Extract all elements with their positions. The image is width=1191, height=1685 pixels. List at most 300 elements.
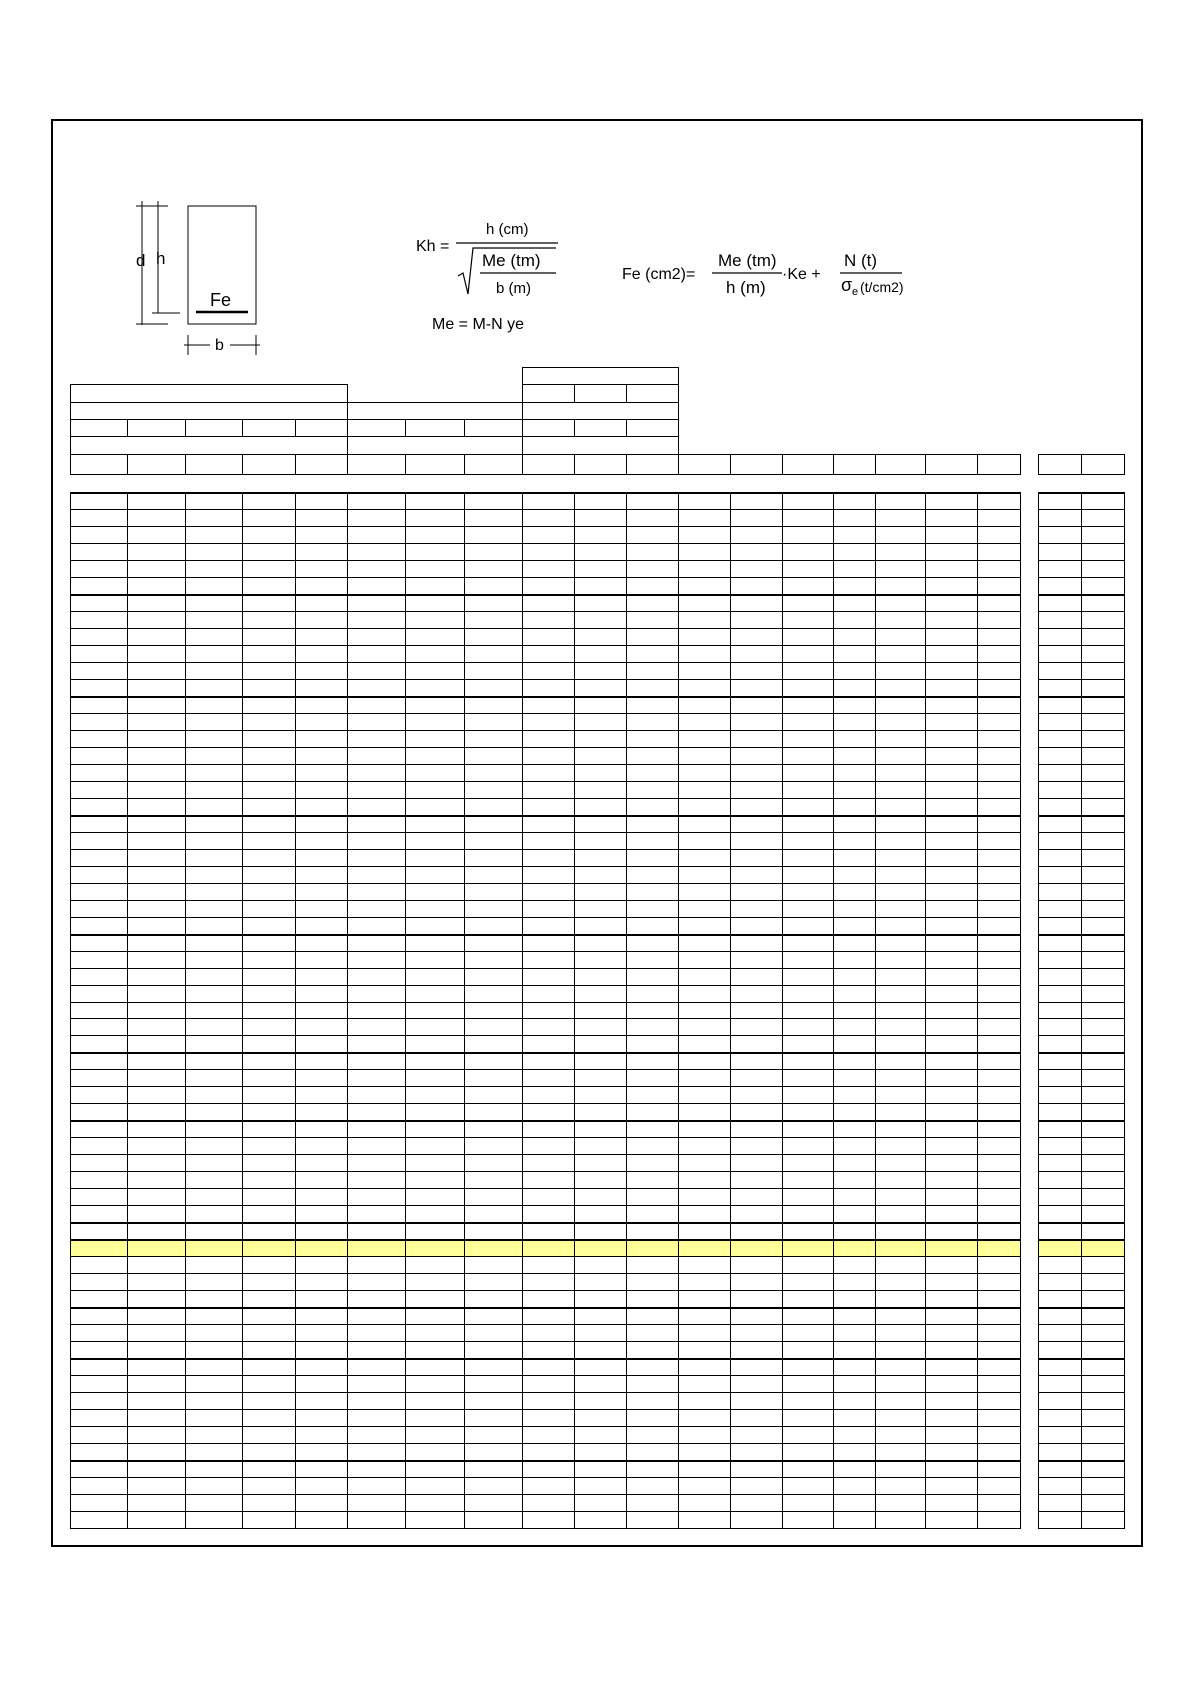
table-row-cell [185,713,243,731]
table-row-cell [875,1256,926,1274]
table-row-cell [574,713,627,731]
table-row-cell [1038,679,1082,697]
table-row-cell [522,1511,575,1529]
table-row-cell [464,1035,523,1053]
table-row-cell [574,747,627,765]
table-row-cell [730,1222,783,1240]
kh-lhs: Kh = [416,238,450,255]
table-row-cell [464,560,523,578]
table-row-cell [522,781,575,799]
table-row-cell [70,1069,128,1087]
table-row-cell [626,798,679,816]
table-row-cell [242,1154,296,1172]
table-row-cell [185,815,243,833]
kh-formula [410,218,570,338]
table-row-cell [678,1171,731,1189]
header-col-cell [626,419,679,437]
table-row-cell [1081,849,1125,867]
table-row-cell [875,509,926,527]
table-row-cell [70,1511,128,1529]
table-row-cell [185,866,243,884]
table-row-cell [1081,696,1125,714]
table-row-cell [730,985,783,1003]
table-row-cell [70,985,128,1003]
table-row-cell [1081,645,1125,663]
table-row-cell [574,1086,627,1104]
table-row-cell [875,713,926,731]
table-row-cell [405,1409,465,1427]
table-row-cell [875,1324,926,1342]
table-row-cell [1038,917,1082,935]
table-row-cell [185,1392,243,1410]
table-row-cell [977,628,1021,646]
table-row-cell [464,951,523,969]
table-row-cell [464,492,523,510]
fe-formula [620,246,930,306]
table-row-cell [405,526,465,544]
table-row-cell [522,1460,575,1478]
table-row-cell [833,1290,876,1308]
table-row-cell [295,1171,348,1189]
table-row-cell [574,560,627,578]
table-row-cell [522,1494,575,1512]
table-row-cell [464,1137,523,1155]
table-row-cell [626,1409,679,1427]
table-row-cell [977,662,1021,680]
table-row-cell [574,815,627,833]
table-row-cell [977,1290,1021,1308]
table-row-cell [295,509,348,527]
table-row-cell [185,1256,243,1274]
table-row-cell [782,713,834,731]
table-row-cell [347,1273,406,1291]
table-row-cell [925,1494,978,1512]
table-row-cell [1081,543,1125,561]
table-row-cell [574,662,627,680]
table-row-cell [295,934,348,952]
table-row-cell [833,764,876,782]
table-row-cell [833,1137,876,1155]
table-row-cell [70,1120,128,1138]
table-row-cell [185,1443,243,1461]
table-row-cell [295,883,348,901]
table-row-cell [1038,1443,1082,1461]
header-row-cell [347,454,406,475]
table-row-cell [1081,1324,1125,1342]
table-row-cell [1038,1426,1082,1444]
table-row-cell [347,781,406,799]
table-row-cell [242,1188,296,1206]
table-row-cell [626,1120,679,1138]
table-row-cell [347,1086,406,1104]
table-row-cell [405,1188,465,1206]
table-row-cell [522,1443,575,1461]
table-row-cell [730,747,783,765]
table-row-cell [730,1290,783,1308]
header-span-cell [70,384,348,403]
table-row-cell [782,1307,834,1325]
table-row-cell [242,1205,296,1223]
table-row-cell [782,1392,834,1410]
header-col-cell [405,419,465,437]
table-row-cell [678,1239,731,1257]
table-row-cell [405,611,465,629]
table-row-cell [70,1171,128,1189]
table-row-cell [925,764,978,782]
table-row-cell [347,1103,406,1121]
table-row-cell [977,1426,1021,1444]
table-row-cell [405,934,465,952]
table-row-cell [295,1341,348,1359]
table-row-cell [833,781,876,799]
table-row-cell [185,1103,243,1121]
table-row-cell [678,1086,731,1104]
table-row-cell [185,849,243,867]
table-row-cell [833,747,876,765]
table-row-cell [1081,1171,1125,1189]
table-row-cell [70,1460,128,1478]
table-row-cell [1081,781,1125,799]
table-row-cell [1081,1222,1125,1240]
table-row-cell [127,1290,186,1308]
table-row-cell [1038,951,1082,969]
table-row-cell [185,1494,243,1512]
table-row-cell [70,645,128,663]
table-row-cell [678,611,731,629]
table-row-cell [70,1409,128,1427]
table-row-cell [295,832,348,850]
table-row-cell [405,1018,465,1036]
table-row-cell [70,1273,128,1291]
table-row-cell [730,1409,783,1427]
table-row-cell [782,951,834,969]
table-row-cell [782,662,834,680]
header-col-cell [522,419,575,437]
table-row-cell [295,543,348,561]
table-row-cell [464,968,523,986]
table-row-cell [574,1290,627,1308]
table-row-cell [626,1086,679,1104]
table-row-cell [347,764,406,782]
table-row-cell [464,594,523,612]
header-span-cell [522,402,679,420]
table-row-cell [185,543,243,561]
table-row-cell [678,1443,731,1461]
table-row-cell [925,866,978,884]
table-row-cell [347,577,406,595]
table-row-cell [678,1426,731,1444]
table-row-cell [405,1120,465,1138]
table-row-cell [347,492,406,510]
table-row-cell [347,611,406,629]
table-row-cell [730,951,783,969]
table-row-cell [405,1222,465,1240]
table-row-cell [875,1392,926,1410]
table-row-cell [127,713,186,731]
table-row-cell [522,747,575,765]
table-row-cell [875,696,926,714]
table-row-cell [977,951,1021,969]
table-row-cell [678,1375,731,1393]
table-row-cell [405,1069,465,1087]
table-row-cell [925,1460,978,1478]
table-row-cell [678,1494,731,1512]
table-row-cell [925,577,978,595]
table-row-cell [70,492,128,510]
header-row-cell [405,454,465,475]
table-row-cell [70,679,128,697]
table-row-cell [678,849,731,867]
table-row-cell [127,509,186,527]
table-row-cell [782,747,834,765]
table-row-cell [925,526,978,544]
table-row-cell [242,730,296,748]
table-row-cell [295,747,348,765]
table-row-cell [925,1511,978,1529]
table-row-cell [464,832,523,850]
table-row-cell [295,1035,348,1053]
table-row-cell [782,1290,834,1308]
table-row-cell [127,696,186,714]
table-row-cell [405,1205,465,1223]
table-row-cell [405,1256,465,1274]
table-row-cell [678,577,731,595]
table-row-cell [127,1120,186,1138]
table-row-cell [185,968,243,986]
table-row-cell [70,594,128,612]
kh-inner-numerator: Me (tm) [482,251,541,270]
table-row-cell [925,798,978,816]
table-row-cell [405,985,465,1003]
table-row-cell [464,1375,523,1393]
table-row-cell [626,713,679,731]
table-row-cell [127,883,186,901]
group-separator [70,1460,1021,1462]
label-h: h [156,249,166,268]
table-row-cell [833,492,876,510]
table-row-cell [730,611,783,629]
table-row-cell [626,1290,679,1308]
table-row-cell [678,1103,731,1121]
table-row-cell [185,1154,243,1172]
table-row-cell [295,1103,348,1121]
label-b: b [215,337,224,354]
table-row-cell [626,900,679,918]
table-row-cell [977,1324,1021,1342]
table-row-cell [522,543,575,561]
table-row-cell [574,526,627,544]
table-row-cell [875,1341,926,1359]
table-row-cell [730,849,783,867]
table-row-cell [977,764,1021,782]
table-row-cell [925,560,978,578]
table-row-cell [347,1494,406,1512]
table-row-cell [626,679,679,697]
table-row-cell [977,1137,1021,1155]
table-row-cell [782,1511,834,1529]
table-row-cell [730,1443,783,1461]
fe-sigma: σ [841,275,853,295]
table-row-cell [925,985,978,1003]
table-row-cell [833,1154,876,1172]
table-row-cell [522,951,575,969]
table-row-cell [347,900,406,918]
table-row-cell [925,696,978,714]
table-row-cell [185,1239,243,1257]
table-row-cell [242,662,296,680]
table-row-cell [1038,526,1082,544]
table-row-cell [782,526,834,544]
table-row-cell [295,1137,348,1155]
table-row-cell [977,866,1021,884]
table-row-cell [127,934,186,952]
table-row-cell [464,645,523,663]
table-row-cell [875,1494,926,1512]
table-row-cell [242,645,296,663]
table-row-cell [522,1256,575,1274]
table-row-cell [730,934,783,952]
table-row-cell [1081,1120,1125,1138]
table-row-cell [295,849,348,867]
table-row-cell [1038,543,1082,561]
table-row-cell [347,1443,406,1461]
table-row-cell [730,1069,783,1087]
table-row-cell [522,883,575,901]
table-row-cell [1038,509,1082,527]
table-row-cell [347,628,406,646]
table-row-cell [1038,1494,1082,1512]
table-row-cell [1038,1477,1082,1495]
table-row-cell [875,747,926,765]
table-row-cell [522,849,575,867]
table-row-cell [127,1069,186,1087]
table-row-cell [678,696,731,714]
table-row-cell [1081,764,1125,782]
table-row-cell [127,526,186,544]
table-row-cell [782,509,834,527]
table-row-cell [522,628,575,646]
table-row-cell [1081,594,1125,612]
table-row-cell [833,594,876,612]
table-row-cell [127,730,186,748]
table-row-cell [405,1375,465,1393]
table-row-cell [730,798,783,816]
table-row-cell [185,526,243,544]
table-row-cell [522,1086,575,1104]
table-row-cell [875,1035,926,1053]
table-row-cell [977,645,1021,663]
table-row-cell [678,1069,731,1087]
table-row-cell [405,730,465,748]
table-row-cell [875,662,926,680]
table-row-cell [626,934,679,952]
table-row-cell [127,951,186,969]
table-row-cell [242,781,296,799]
table-row-cell [242,1035,296,1053]
table-row-cell [347,1511,406,1529]
table-row-cell [464,1494,523,1512]
table-row-cell [242,577,296,595]
table-row-cell [185,1120,243,1138]
table-row-cell [127,662,186,680]
table-row-cell [925,1035,978,1053]
table-row-cell [347,1154,406,1172]
table-row-cell [1038,1392,1082,1410]
table-row-cell [1038,611,1082,629]
table-row-cell [522,730,575,748]
table-row-cell [242,1392,296,1410]
table-row-cell [127,645,186,663]
table-row-cell [730,1477,783,1495]
table-row-cell [1081,1409,1125,1427]
table-row-cell [295,764,348,782]
table-row-cell [977,696,1021,714]
table-row-cell [678,645,731,663]
table-row-cell [242,1511,296,1529]
table-row-cell [833,1358,876,1376]
table-row-cell [574,900,627,918]
table-row-cell [574,645,627,663]
table-row-cell [347,1137,406,1155]
table-row-cell [782,594,834,612]
table-row-cell [242,832,296,850]
table-row-cell [127,1188,186,1206]
table-row-cell [730,1154,783,1172]
table-row-cell [405,1103,465,1121]
header-row-cell [626,454,679,475]
table-row-cell [678,1137,731,1155]
table-row-cell [1038,1171,1082,1189]
table-row-cell [875,1426,926,1444]
table-row-cell [730,1273,783,1291]
table-row-cell [574,577,627,595]
table-row-cell [242,1409,296,1427]
table-row-cell [405,560,465,578]
table-row-cell [626,577,679,595]
table-row-cell [730,1137,783,1155]
table-row-cell [626,730,679,748]
table-row-cell [464,815,523,833]
table-row-cell [347,1477,406,1495]
table-row-cell [347,713,406,731]
table-row-cell [626,1035,679,1053]
table-row-cell [242,764,296,782]
table-row-cell [1038,1358,1082,1376]
table-row-cell [782,1103,834,1121]
table-row-cell [1038,1137,1082,1155]
table-row-cell [833,951,876,969]
table-row-cell [678,1392,731,1410]
table-row-cell [925,951,978,969]
table-row-cell [127,985,186,1003]
table-row-cell [626,1222,679,1240]
table-row-cell [574,730,627,748]
table-row-cell [678,1477,731,1495]
table-row-cell [1081,1273,1125,1291]
table-row-cell [405,866,465,884]
table-row-cell [678,917,731,935]
table-row-cell [574,1341,627,1359]
table-row-cell [295,560,348,578]
table-row-cell [875,1052,926,1070]
table-row-cell [626,662,679,680]
table-row-cell [782,934,834,952]
table-row-cell [626,1171,679,1189]
table-row-cell [522,1426,575,1444]
table-row-cell [678,594,731,612]
table-row-cell [464,509,523,527]
table-row-cell [678,781,731,799]
